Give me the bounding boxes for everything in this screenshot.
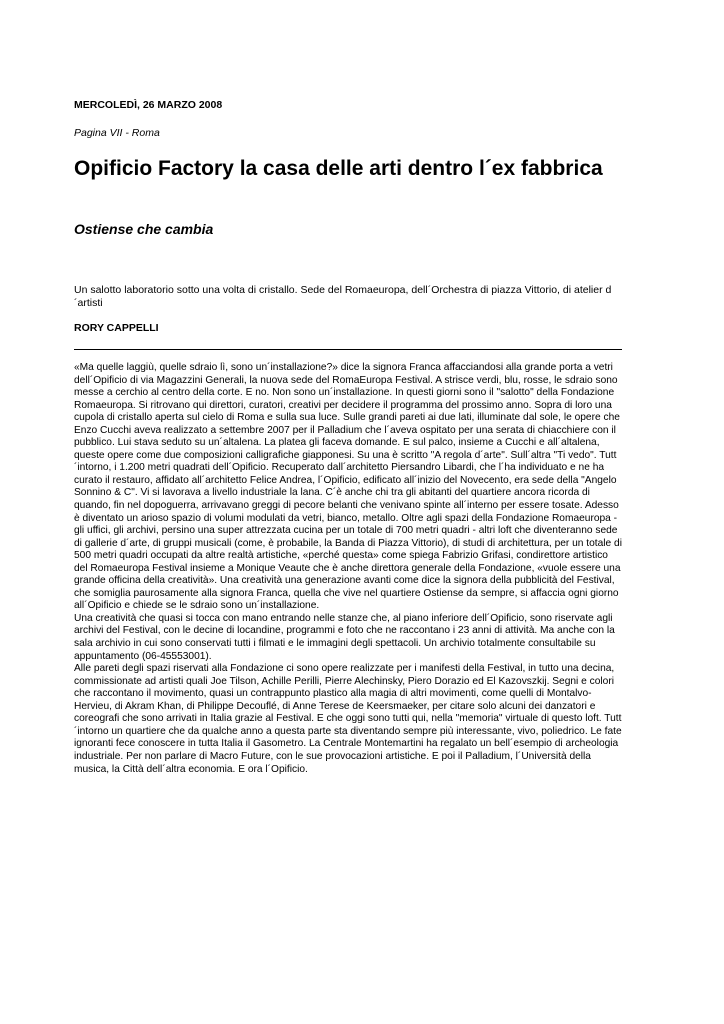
article-author: RORY CAPPELLI bbox=[74, 322, 159, 334]
article-body bbox=[74, 362, 624, 776]
body-paragraph: Alle pareti degli spazi riservati alla Fondazione ci sono opere realizzate per i manifesti della Festival, in tutto una decina, commissionate ad artisti quali Joe Tilson, Achille Perilli, Pierre Alechinsky, Piero Dorazio ed El Kazovszkij. Segni e colori che raccontano il movimento, quasi un contrappunto plastico alla magia di altri movimenti, come quelli di Montalvo-Hervieu, di Akram Khan, di Philippe Decouflé, di Anne Terese de Keersmaeker, per citare solo alcuni dei danzatori e coreografi che sono arrivati in Italia grazie al Festival. E che oggi sono tutti qui, nella "memoria" virtuale di questo loft. Tutt´intorno un quartiere che da qualche anno a questa parte sta diventando sempre più interessante, vivo, poliedrico. Le fate ignoranti fece conoscere in tutta Italia il Gasometro. La Centrale Montemartini ha regalato un bell´esempio di archeologia industriale. Per non parlare di Macro Future, con le sue provocazioni artistiche. E poi il Palladium, l´Università della musica, la Città dell´altra economia. E ora l´Opificio. bbox=[74, 663, 622, 775]
article-subtitle: Ostiense che cambia bbox=[74, 221, 214, 237]
article-lead: Un salotto laboratorio sotto una volta di cristallo. Sede del Romaeuropa, dell´Orchestra di piazza Vittorio, di atelier d´artisti bbox=[74, 284, 612, 309]
divider-rule bbox=[74, 349, 622, 350]
publication-date: MERCOLEDÌ, 26 MARZO 2008 bbox=[74, 99, 223, 111]
body-paragraph: «Ma quelle laggiù, quelle sdraio lì, sono un´installazione?» dice la signora Franca affacciandosi alla grande porta a vetri dell´Opificio di via Magazzini Generali, la nuova sede del RomaEuropa Festival. A strisce verdi, blu, rosse, le sdraio sono messe a cerchio al centro della corte. E no. Non sono un´installazione. In questi giorni sono il "salotto" della Fondazione Romaeuropa. Si ritrovano qui direttori, curatori, creativi per decidere il programma del prossimo anno. Sopra di loro una cupola di cristallo aperta sul cielo di Roma e sulla sua luce. Sulle grandi pareti ai due lati, illuminate dal sole, le opere che Enzo Cucchi aveva realizzato a settembre 2007 per il Palladium che l´aveva ospitato per una serata di chiacchiere con il pubblico. Lui stava seduto su un´altalena. La platea gli faceva domande. E sul palco, insieme a Cucchi e all´altalena, queste opere come due composizioni calligrafiche giapponesi. Su una è scritto "A regola d´arte". Sull´altra "Ti vedo". Tutt´intorno, i 1.200 metri quadrati dell´Opificio. Recuperato dall´architetto Piersandro Libardi, che l´ha individuato e ne ha curato il restauro, affidato all´architetto Felice Andrea, l´Opificio, edificato all´inizio del Novecento, era sede della "Angelo Sonnino & C". Vi si lavorava a livello industriale la lana. C´è anche chi tra gli abitanti del quartiere ancora ricorda di quando, fin nel dopoguerra, arrivavano greggi di pecore belanti che venivano spinte all´interno per essere tosate. Adesso è diventato un arioso spazio di volumi modulati da vetri, bianco, metallo. Oltre agli spazi della Fondazione Romaeuropa - gli uffici, gli archivi, persino una super attrezzata cucina per un totale di 700 metri quadri - altri loft che diventeranno sede di gallerie d´arte, di gruppi musicali (come, è probabile, la Banda di Piazza Vittorio), di studi di architettura, per un totale di 500 metri quadri occupati da altre realtà artistiche, «perché questa» come spiega Fabrizio Grifasi, condirettore artistico del Romaeuropa Festival insieme a Monique Veaute che è anche direttora generale della Fondazione, «vuole essere una grande officina della creatività». Una creatività una generazione avanti come dice la signora della pubblicità del Festival, che somiglia paurosamente alla signora Franca, quella che vive nel quartiere Ostiense da sempre, si affaccia ogni giorno all´Opificio e chiede se le sdraio sono un´installazione. bbox=[74, 362, 622, 612]
article-title: Opificio Factory la casa delle arti dentro l´ex fabbrica bbox=[74, 157, 603, 180]
body-paragraph: Una creatività che quasi si tocca con mano entrando nelle stanze che, al piano inferiore dell´Opificio, sono riservate agli archivi del Festival, con le decine di locandine, programmi e foto che ne raccontano i 23 anni di attività. Ma anche con la sala archivio in cui sono conservati tutti i filmati e le immagini degli spettacoli. Un archivio totalmente consultabile su appuntamento (06-45553001). bbox=[74, 612, 615, 662]
page-section: Pagina VII - Roma bbox=[74, 127, 160, 139]
